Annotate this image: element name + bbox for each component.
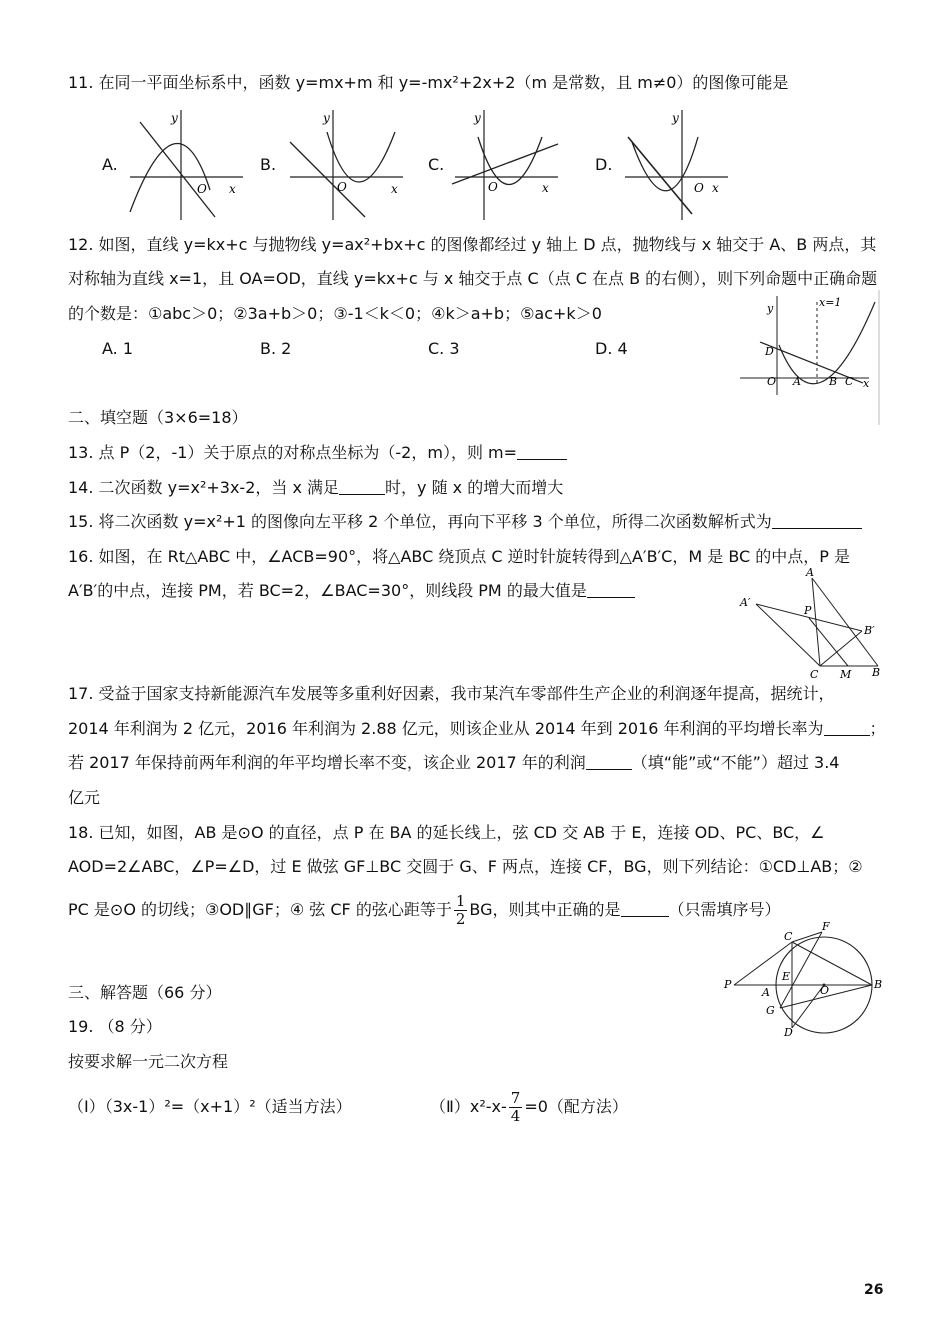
q11-a-x-label: x [229, 182, 236, 196]
q11-d-y-label: y [672, 111, 679, 125]
q16-fig-c: C [810, 668, 819, 681]
q17-line4: 亿元 [68, 788, 101, 807]
q11-b-x-label: x [391, 182, 398, 196]
q16-fig-a: A [806, 566, 814, 579]
q15 [68, 511, 862, 533]
q18-fig-g: G [766, 1004, 775, 1017]
q11-option-a: A. [102, 155, 118, 174]
q12-fig-x: x [863, 377, 870, 390]
q12-fig-a: A [793, 375, 801, 388]
q18-frac-den: 2 [455, 910, 466, 928]
q13 [68, 442, 567, 464]
q17-line3-text: 若 2017 年保持前两年利润的年平均增长率不变，该企业 2017 年的利润 [68, 753, 586, 772]
q19-part2 [430, 1084, 628, 1130]
q16-fig-b: B [872, 666, 881, 679]
q12-option-d: D. 4 [595, 339, 628, 358]
q17-line1: 17. 受益于国家支持新能源汽车发展等多重利好因素，我市某汽车零部件生产企业的利润逐年提高，据统计， [68, 684, 835, 703]
q11-d-origin-label: O [694, 181, 704, 195]
q16-fig-m: M [840, 668, 852, 681]
q13-blank[interactable] [517, 443, 567, 460]
q18-fig-d: D [784, 1026, 793, 1039]
section2-title: 二、填空题（3×6=18） [68, 408, 248, 427]
q11-option-d: D. [595, 155, 613, 174]
q16-blank[interactable] [587, 581, 635, 598]
q11-graph-b [285, 102, 405, 222]
q18-blank[interactable] [621, 900, 669, 917]
q12-fig-d: D [765, 345, 774, 358]
q18-fraction [454, 893, 468, 928]
q18-fig-c: C [784, 930, 793, 943]
q17-line2-text: 2014 年利润为 2 亿元，2016 年利润为 2.88 亿元，则该企业从 2014 年到 2016 年利润的平均增长率为 [68, 719, 824, 738]
q13-text: 13. 点 P（2，-1）关于原点的对称点坐标为（-2，m），则 m= [68, 443, 518, 462]
q12-line3: 的个数是：①abc＞0；②3a+b＞0；③-1＜k＜0；④k＞a+b；⑤ac+k＞0 [68, 304, 602, 323]
q19-frac-num: 7 [510, 1089, 521, 1107]
q19-part2-text-b: =0（配方法） [524, 1097, 628, 1116]
q18-fig-a: A [762, 986, 770, 999]
q18-frac-num: 1 [455, 892, 466, 910]
q12-figure [735, 290, 881, 425]
q18-line3 [68, 886, 781, 934]
q15-text: 15. 将二次函数 y=x²+1 的图像向左平移 2 个单位，再向下平移 3 个单位，所得二次函数解析式为 [68, 512, 772, 531]
q11-c-x-label: x [542, 181, 549, 195]
q12-fig-o: O [767, 375, 777, 388]
q19-instruction: 按要求解一元二次方程 [68, 1052, 229, 1071]
q16-line2 [68, 580, 635, 602]
q14-text-b: 时，y 随 x 的增大而增大 [385, 478, 564, 497]
q14 [68, 477, 563, 499]
q11-d-x-label: x [712, 181, 719, 195]
q18-fig-f: F [822, 920, 830, 933]
q17-line2 [68, 718, 886, 740]
q18-fig-e: E [782, 970, 791, 983]
q17-blank-1[interactable] [824, 719, 870, 736]
q18-line3-text-c: （只需填序号） [668, 900, 781, 919]
q11-c-y-label: y [474, 111, 481, 125]
q11-graph-d [620, 102, 740, 222]
q12-option-c: C. 3 [428, 339, 460, 358]
q19-frac-den: 4 [510, 1107, 521, 1125]
q19-fraction [509, 1090, 523, 1125]
q11-a-y-label: y [171, 111, 178, 125]
q18-fig-p: P [724, 978, 732, 991]
q11-option-c: C. [428, 155, 445, 174]
section3-title: 三、解答题（66 分） [68, 983, 222, 1002]
q11-b-origin-label: O [337, 180, 347, 194]
q11-a-origin-label: O [197, 182, 207, 196]
q18-fig-o: O [820, 984, 830, 997]
q11-graph-c [450, 102, 570, 222]
q12-fig-c: C [845, 375, 854, 388]
q19-part1: （Ⅰ）（3x-1）²=（x+1）²（适当方法） [68, 1097, 352, 1116]
q17-blank-2[interactable] [586, 753, 632, 770]
q12-line1: 12. 如图，直线 y=kx+c 与抛物线 y=ax²+bx+c 的图像都经过 y 轴上 D 点，抛物线与 x 轴交于 A、B 两点，其 [68, 235, 877, 254]
q16-figure [738, 566, 888, 681]
q18-line1: 18. 已知，如图，AB 是⊙O 的直径，点 P 在 BA 的延长线上，弦 CD 交 AB 于 E，连接 OD、PC、BC，∠ [68, 823, 825, 842]
q16-fig-a1: A′ [740, 596, 751, 609]
q16-line2-text: A′B′的中点，连接 PM，若 BC=2，∠BAC=30°，则线段 PM 的最大值是 [68, 581, 587, 600]
q16-fig-b1: B′ [864, 624, 875, 637]
q17-line3-end: （填“能”或“不能”）超过 3.4 [631, 753, 840, 772]
q11-option-b: B. [260, 155, 277, 174]
q11-graph-a [125, 102, 245, 222]
q18-line2: AOD=2∠ABC，∠P=∠D，过 E 做弦 GF⊥BC 交圆于 G、F 两点，连接 CF，BG，则下列结论：①CD⊥AB；② [68, 857, 863, 876]
q12-fig-sym: x=1 [819, 296, 842, 309]
q16-line1: 16. 如图，在 Rt△ABC 中，∠ACB=90°，将△ABC 绕顶点 C 逆时针旋转得到△A′B′C，M 是 BC 的中点，P 是 [68, 547, 851, 566]
q14-text-a: 14. 二次函数 y=x²+3x-2，当 x 满足 [68, 478, 340, 497]
q18-line3-text-b: BG，则其中正确的是 [469, 900, 621, 919]
q12-fig-y: y [767, 302, 774, 315]
page-number: 26 [864, 1282, 884, 1298]
q19-title: 19. （8 分） [68, 1017, 162, 1036]
q15-blank[interactable] [772, 512, 862, 529]
q14-blank[interactable] [339, 478, 385, 495]
q12-fig-b: B [829, 375, 838, 388]
q11-stem: 11. 在同一平面坐标系中，函数 y=mx+m 和 y=-mx²+2x+2（m 是常数，且 m≠0）的图像可能是 [68, 73, 789, 92]
q12-option-a: A. 1 [102, 339, 134, 358]
q18-fig-b: B [874, 978, 883, 991]
q11-c-origin-label: O [488, 180, 498, 194]
q11-b-y-label: y [323, 111, 330, 125]
q17-line2-end: ； [869, 719, 886, 738]
q18-line3-text-a: PC 是⊙O 的切线；③OD∥GF；④ 弦 CF 的弦心距等于 [68, 900, 452, 919]
q19-part2-text-a: （Ⅱ）x²-x- [430, 1097, 507, 1116]
q16-fig-p: P [804, 604, 812, 617]
q12-line2: 对称轴为直线 x=1，且 OA=OD，直线 y=kx+c 与 x 轴交于点 C（点 C 在点 B 的右侧），则下列命题中正确命题 [68, 269, 878, 288]
q18-figure [722, 918, 887, 1040]
q17-line3 [68, 752, 840, 774]
q12-option-b: B. 2 [260, 339, 292, 358]
